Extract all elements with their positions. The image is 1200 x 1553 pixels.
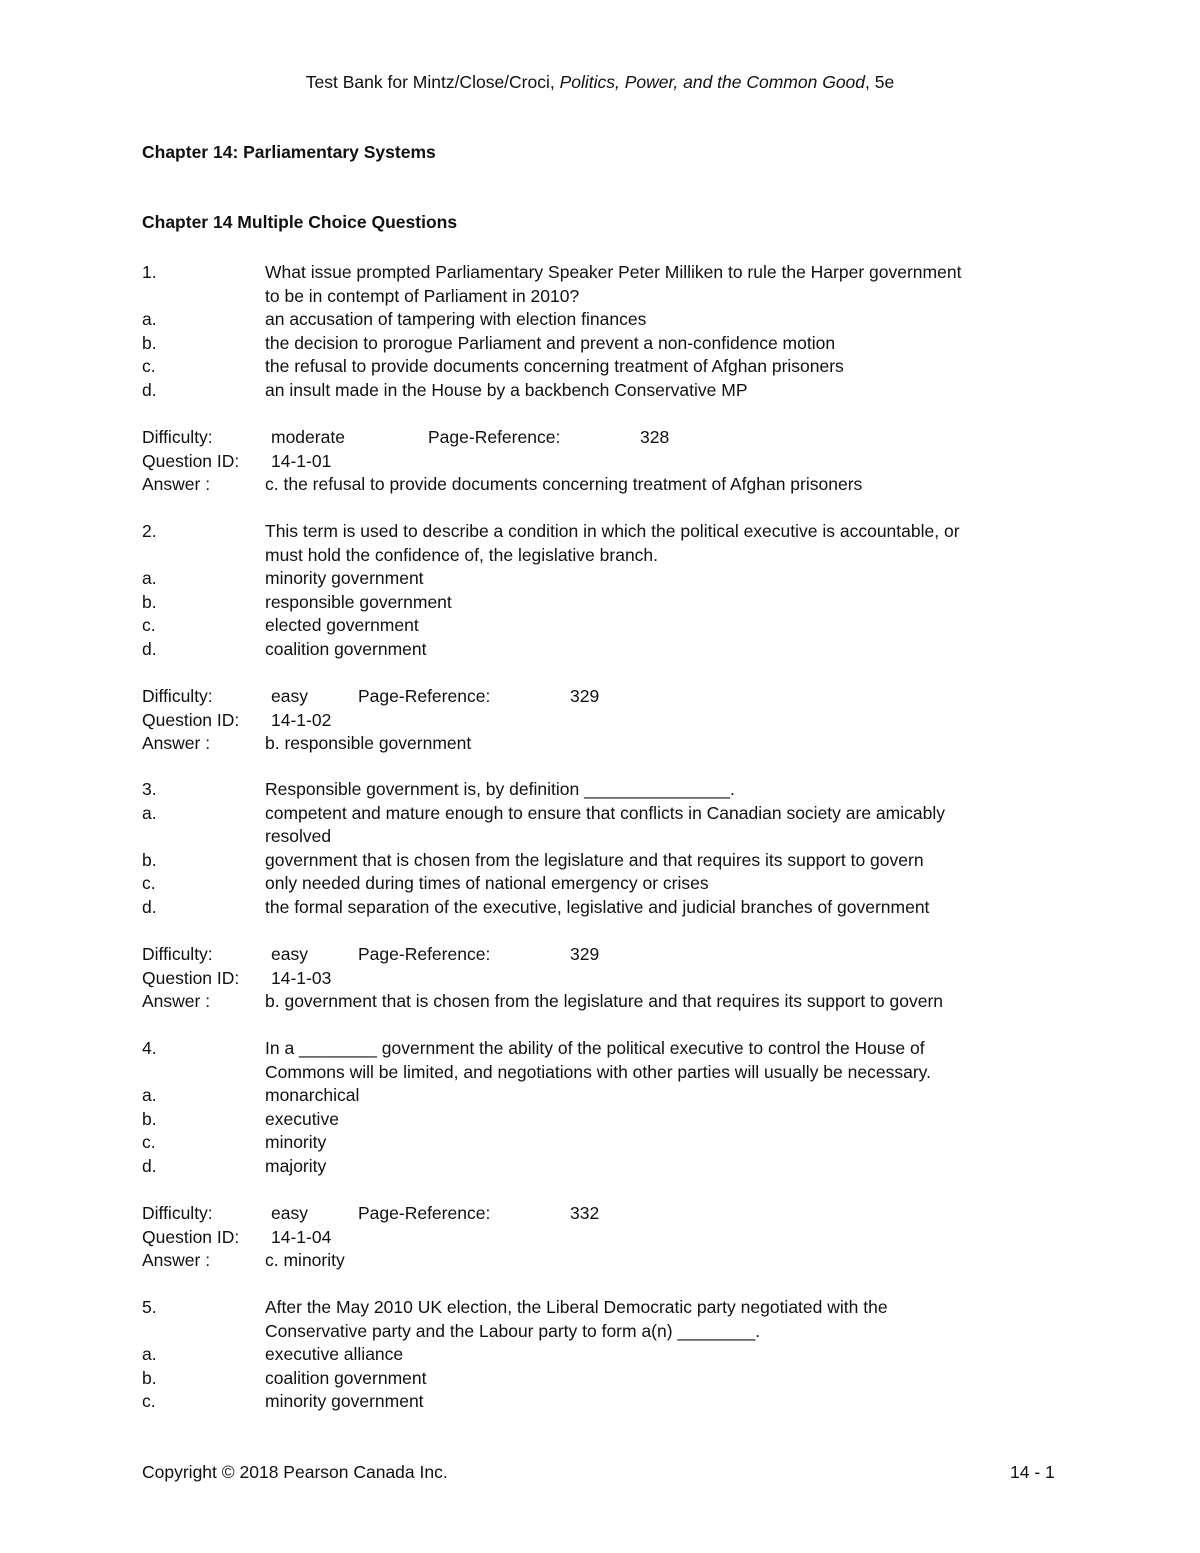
answer-label: Answer : [142, 733, 211, 754]
option-text: the formal separation of the executive, legislative and judicial branches of government [265, 897, 930, 917]
page-number: 14 - 1 [1010, 1462, 1055, 1482]
difficulty-label: Difficulty: [142, 1203, 213, 1224]
option-letter: c. [142, 1132, 156, 1153]
question-stem-line: This term is used to describe a condition in which the political executive is accountable, or [265, 521, 960, 541]
option-letter: d. [142, 380, 157, 400]
question-number: 3. [142, 779, 157, 799]
question-stem-line: In a ________ government the ability of the political executive to control the House of [265, 1038, 925, 1058]
page-reference-value: 329 [570, 686, 600, 707]
answer-value: c. the refusal to provide documents concerning treatment of Afghan prisoners [265, 474, 863, 495]
option-text: coalition government [265, 639, 427, 659]
difficulty-label: Difficulty: [142, 944, 213, 965]
difficulty-value: easy [271, 1203, 308, 1224]
header-prefix: Test Bank for Mintz/Close/Croci, [305, 72, 560, 92]
question-id-label: Question ID: [142, 709, 240, 730]
option-letter: b. [142, 849, 157, 870]
option-text: only needed during times of national emergency or crises [265, 873, 709, 894]
option-letter: a. [142, 802, 157, 823]
question-stem-line: must hold the confidence of, the legislative branch. [265, 544, 659, 565]
option-letter: a. [142, 568, 157, 589]
question-number: 1. [142, 262, 157, 282]
answer-value: c. minority [265, 1250, 345, 1271]
question-stem-line: After the May 2010 UK election, the Liberal Democratic party negotiated with the [265, 1297, 888, 1317]
option-letter: a. [142, 309, 157, 330]
option-letter: b. [142, 1367, 157, 1388]
page-reference-label: Page-Reference: [428, 427, 561, 448]
option-letter: b. [142, 591, 157, 612]
option-letter: c. [142, 615, 156, 636]
page-reference-value: 328 [640, 427, 670, 448]
option-text: monarchical [265, 1085, 360, 1106]
header-suffix: , 5e [865, 72, 895, 92]
answer-label: Answer : [142, 991, 211, 1012]
option-text: elected government [265, 615, 419, 636]
page-reference-label: Page-Reference: [358, 686, 491, 707]
option-letter: b. [142, 1108, 157, 1129]
option-text: an insult made in the House by a backbench Conservative MP [265, 380, 748, 400]
option-text: an accusation of tampering with election finances [265, 309, 647, 330]
difficulty-value: easy [271, 686, 308, 707]
option-text: executive [265, 1108, 339, 1129]
answer-value: b. responsible government [265, 733, 472, 754]
option-letter: a. [142, 1085, 157, 1106]
page-reference-label: Page-Reference: [358, 944, 491, 965]
option-text: majority [265, 1156, 327, 1176]
question-id-label: Question ID: [142, 1226, 240, 1247]
option-text: minority [265, 1132, 327, 1153]
question-id-value: 14-1-04 [271, 1226, 332, 1247]
copyright: Copyright © 2018 Pearson Canada Inc. [142, 1462, 448, 1482]
book-title: Politics, Power, and the Common Good [559, 72, 866, 92]
option-letter: a. [142, 1344, 157, 1365]
answer-label: Answer : [142, 1250, 211, 1271]
page-reference-value: 329 [570, 944, 600, 965]
option-text: responsible government [265, 591, 452, 612]
question-id-value: 14-1-02 [271, 709, 332, 730]
question-stem-line: to be in contempt of Parliament in 2010? [265, 285, 580, 306]
question-stem-line: Commons will be limited, and negotiations with other parties will usually be necessary. [265, 1061, 931, 1082]
option-letter: b. [142, 332, 157, 353]
difficulty-value: easy [271, 944, 308, 965]
option-text: executive alliance [265, 1344, 404, 1365]
question-stem-line: What issue prompted Parliamentary Speaker Peter Milliken to rule the Harper government [265, 262, 962, 282]
option-letter: c. [142, 356, 156, 377]
question-id-label: Question ID: [142, 450, 240, 471]
question-stem-line: Responsible government is, by definition _______________. [265, 779, 735, 799]
option-letter: d. [142, 1156, 157, 1176]
running-header [0, 72, 1200, 93]
difficulty-value: moderate [271, 427, 345, 448]
section-title: Chapter 14 Multiple Choice Questions [142, 212, 458, 232]
answer-label: Answer : [142, 474, 211, 495]
answer-value: b. government that is chosen from the legislature and that requires its support to govern [265, 991, 944, 1012]
question-id-label: Question ID: [142, 967, 240, 988]
option-text: competent and mature enough to ensure that conflicts in Canadian society are amicably [265, 802, 945, 823]
option-text: minority government [265, 568, 424, 589]
question-number: 4. [142, 1038, 157, 1058]
option-text-continued: resolved [265, 826, 332, 847]
question-number: 2. [142, 521, 157, 541]
question-stem-line: Conservative party and the Labour party to form a(n) ________. [265, 1320, 761, 1341]
difficulty-label: Difficulty: [142, 427, 213, 448]
option-text: coalition government [265, 1367, 427, 1388]
option-letter: c. [142, 1391, 156, 1412]
difficulty-label: Difficulty: [142, 686, 213, 707]
option-text: minority government [265, 1391, 424, 1412]
option-text: government that is chosen from the legislature and that requires its support to govern [265, 849, 924, 870]
question-id-value: 14-1-01 [271, 450, 332, 471]
page-reference-value: 332 [570, 1203, 600, 1224]
question-id-value: 14-1-03 [271, 967, 332, 988]
option-text: the decision to prorogue Parliament and prevent a non-confidence motion [265, 332, 836, 353]
option-letter: d. [142, 639, 157, 659]
chapter-title: Chapter 14: Parliamentary Systems [142, 142, 436, 162]
question-number: 5. [142, 1297, 157, 1317]
page-reference-label: Page-Reference: [358, 1203, 491, 1224]
option-text: the refusal to provide documents concerning treatment of Afghan prisoners [265, 356, 844, 377]
option-letter: c. [142, 873, 156, 894]
option-letter: d. [142, 897, 157, 917]
